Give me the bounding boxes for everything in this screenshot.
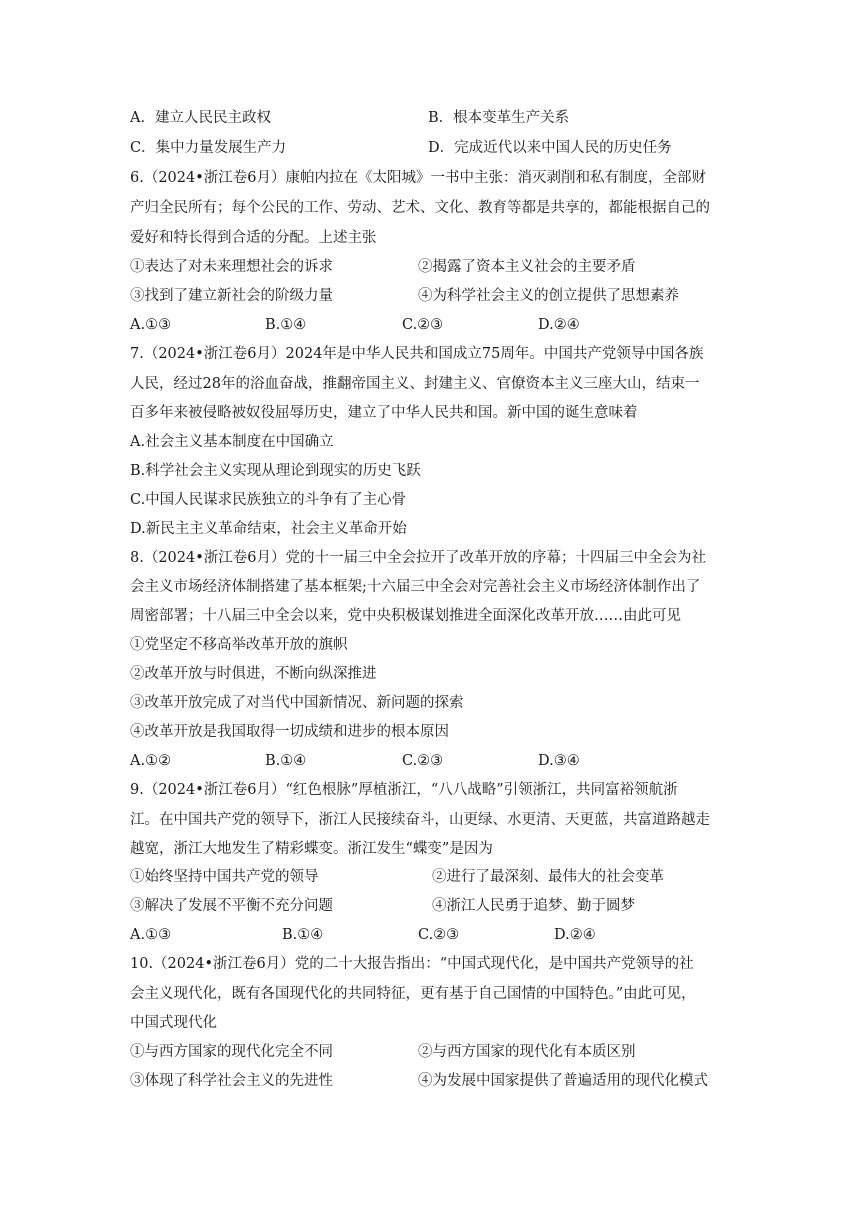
q8-statement-1: ①党坚定不移高举改革开放的旗帜 bbox=[130, 637, 348, 653]
q7-answer-c: C.中国人民谋求民族独立的斗争有了主心骨 bbox=[130, 492, 407, 508]
q10-statement-4: ④为发展中国家提供了普遍适用的现代化模式 bbox=[418, 1073, 708, 1089]
q8-statement-4: ④改革开放是我国取得一切成绩和进步的根本原因 bbox=[130, 724, 449, 740]
q8-answer-b: B.①④ bbox=[265, 753, 307, 769]
q5-option-d: D．完成近代以来中国人民的历史任务 bbox=[428, 140, 672, 156]
q9-stem-line-1: 9.（2024•浙江卷6月）“红色根脉”厚植浙江，“八八战略”引领浙江，共同富裕领航浙 bbox=[130, 782, 678, 798]
q9-answer-b: B.①④ bbox=[282, 927, 324, 943]
q9-answer-d: D.②④ bbox=[554, 927, 596, 943]
q8-statement-2: ②改革开放与时俱进，不断向纵深推进 bbox=[130, 666, 377, 682]
q8-answer-a: A.①② bbox=[130, 753, 172, 769]
q6-statement-2: ②揭露了资本主义社会的主要矛盾 bbox=[418, 259, 636, 275]
q7-answer-a: A.社会主义基本制度在中国确立 bbox=[130, 434, 334, 450]
q9-stem-line-3: 越宽，浙江大地发生了精彩蝶变。浙江发生“蝶变”是因为 bbox=[130, 841, 493, 857]
q6-answer-a: A.①③ bbox=[130, 317, 172, 333]
q8-stem-line-2: 会主义市场经济体制搭建了基本框架;十六届三中全会对完善社会主义市场经济体制作出了 bbox=[130, 579, 701, 595]
q6-statement-3: ③找到了建立新社会的阶级力量 bbox=[130, 288, 333, 304]
q7-stem-line-1: 7.（2024•浙江卷6月）2024年是中华人民共和国成立75周年。中国共产党领导中国各族 bbox=[130, 346, 704, 362]
q10-statement-3: ③体现了科学社会主义的先进性 bbox=[130, 1073, 333, 1089]
q6-answer-d: D.②④ bbox=[538, 317, 580, 333]
q9-answer-a: A.①③ bbox=[130, 927, 172, 943]
q8-answer-c: C.②③ bbox=[402, 753, 444, 769]
q8-answer-d: D.③④ bbox=[538, 753, 580, 769]
q9-statement-4: ④浙江人民勇于追梦、勤于圆梦 bbox=[432, 898, 635, 914]
q6-stem-line-3: 爱好和特长得到合适的分配。上述主张 bbox=[130, 230, 377, 246]
q10-statement-2: ②与西方国家的现代化有本质区别 bbox=[418, 1044, 636, 1060]
q5-option-a: A．建立人民民主政权 bbox=[130, 110, 271, 126]
q10-stem-line-2: 会主义现代化，既有各国现代化的共同特征，更有基于自己国情的中国特色。”由此可见， bbox=[130, 986, 696, 1002]
q8-stem-line-1: 8.（2024•浙江卷6月）党的十一届三中全会拉开了改革开放的序幕；十四届三中全会为社 bbox=[130, 550, 707, 566]
q6-answer-c: C.②③ bbox=[402, 317, 444, 333]
q10-statement-1: ①与西方国家的现代化完全不同 bbox=[130, 1044, 333, 1060]
q6-stem-line-1: 6.（2024•浙江卷6月）康帕内拉在《太阳城》一书中主张：消灭剥削和私有制度，全部财 bbox=[130, 170, 707, 186]
q8-statement-3: ③改革开放完成了对当代中国新情况、新问题的探索 bbox=[130, 695, 464, 711]
q6-stem-line-2: 产归全民所有；每个公民的工作、劳动、艺术、文化、教育等都是共享的，都能根据自己的 bbox=[130, 200, 710, 216]
q6-statement-1: ①表达了对未来理想社会的诉求 bbox=[130, 259, 333, 275]
q10-stem-line-1: 10.（2024•浙江卷6月）党的二十大报告指出：“中国式现代化，是中国共产党领导的社 bbox=[130, 956, 694, 972]
q7-stem-line-2: 人民，经过28年的浴血奋战，推翻帝国主义、封建主义、官僚资本主义三座大山，结束一 bbox=[130, 376, 700, 392]
q9-statement-2: ②进行了最深刻、最伟大的社会变革 bbox=[432, 869, 664, 885]
q7-stem-line-3: 百多年来被侵略被奴役屈辱历史，建立了中华人民共和国。新中国的诞生意味着 bbox=[130, 405, 638, 421]
q6-statement-4: ④为科学社会主义的创立提供了思想素养 bbox=[418, 288, 679, 304]
q8-stem-line-3: 周密部署；十八届三中全会以来，党中央积极谋划推进全面深化改革开放……由此可见 bbox=[130, 608, 681, 624]
q9-answer-c: C.②③ bbox=[418, 927, 460, 943]
q7-answer-d: D.新民主主义革命结束，社会主义革命开始 bbox=[130, 521, 407, 537]
q9-statement-1: ①始终坚持中国共产党的领导 bbox=[130, 869, 319, 885]
q5-option-c: C．集中力量发展生产力 bbox=[130, 140, 287, 156]
q7-answer-b: B.科学社会主义实现从理论到现实的历史飞跃 bbox=[130, 463, 421, 479]
q10-stem-line-3: 中国式现代化 bbox=[130, 1015, 217, 1031]
q5-option-b: B．根本变革生产关系 bbox=[428, 110, 570, 126]
q9-statement-3: ③解决了发展不平衡不充分问题 bbox=[130, 898, 333, 914]
q9-stem-line-2: 江。在中国共产党的领导下，浙江人民接续奋斗，山更绿、水更清、天更蓝，共富道路越走 bbox=[130, 812, 710, 828]
q6-answer-b: B.①④ bbox=[265, 317, 307, 333]
